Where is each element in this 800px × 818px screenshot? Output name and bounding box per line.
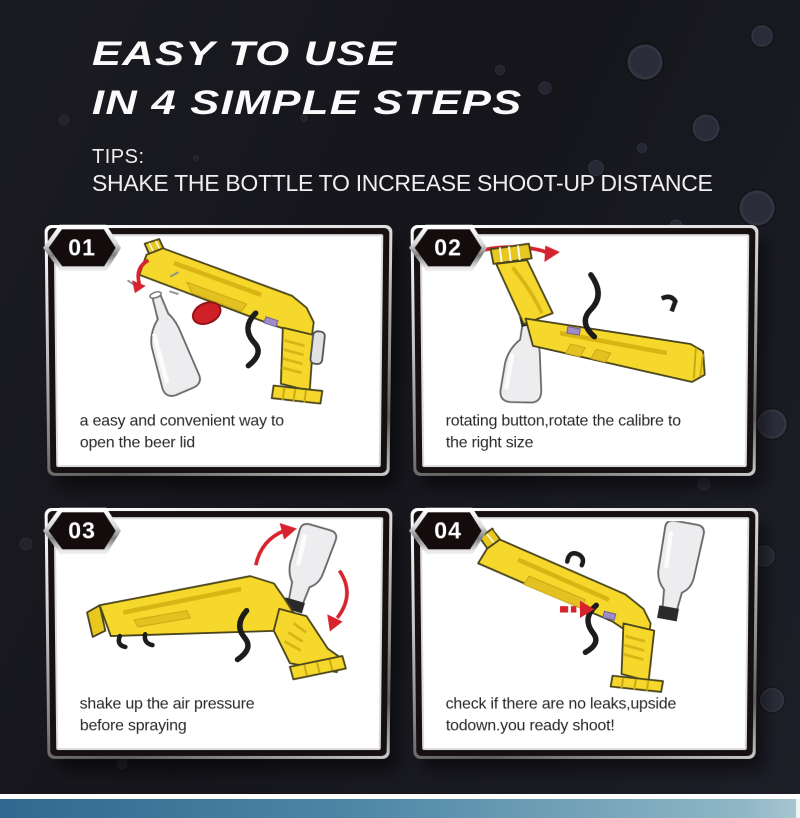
rear-clip <box>662 297 676 312</box>
rear-hook <box>567 553 583 565</box>
step-caption <box>80 694 372 738</box>
caption-line-1: shake up the air pressure <box>79 695 255 713</box>
poster-header <box>92 30 713 197</box>
footer-band <box>0 794 800 818</box>
title-line-1: EASY TO USE <box>92 35 398 73</box>
title-line-2: IN 4 SIMPLE STEPS <box>92 84 523 122</box>
footer-blue-stripe <box>0 799 800 818</box>
step-card-4 <box>411 508 759 759</box>
caption-line-2: the right size <box>445 434 534 452</box>
step-card-1 <box>45 225 393 476</box>
tips-text: SHAKE THE BOTTLE TO INCREASE SHOOT-UP DISTANCE <box>92 170 713 196</box>
step-caption <box>446 694 738 738</box>
caption-line-2: open the beer lid <box>79 434 195 452</box>
caption-line-1: a easy and convenient way to <box>79 412 284 430</box>
step-number: 01 <box>68 233 97 260</box>
tips-block <box>92 145 713 197</box>
caption-line-2: todown.you ready shoot! <box>445 717 615 735</box>
tips-label: TIPS: <box>92 146 145 168</box>
steps-grid <box>46 226 757 760</box>
co2-cartridge <box>310 331 325 365</box>
trigger-hose <box>585 275 598 337</box>
caption-line-2: before spraying <box>79 717 187 735</box>
trigger-hose <box>248 313 258 366</box>
step-card-2 <box>411 225 759 476</box>
step-number-badge <box>407 223 488 273</box>
caption-line-1: rotating button,rotate the calibre to <box>445 412 681 430</box>
step-card-3 <box>45 508 393 759</box>
step-number: 04 <box>434 516 463 543</box>
step-number-badge <box>41 506 122 556</box>
shake-arrow-down-icon <box>327 571 347 632</box>
step-caption <box>446 411 738 455</box>
bottle <box>133 287 203 398</box>
bottle <box>649 521 705 623</box>
step-number-badge <box>41 223 122 273</box>
step-number: 02 <box>434 233 463 260</box>
step-caption <box>80 411 372 455</box>
caption-line-1: check if there are no leaks,upside <box>445 695 677 713</box>
step-number-badge <box>407 506 488 556</box>
step-number: 03 <box>68 516 97 543</box>
